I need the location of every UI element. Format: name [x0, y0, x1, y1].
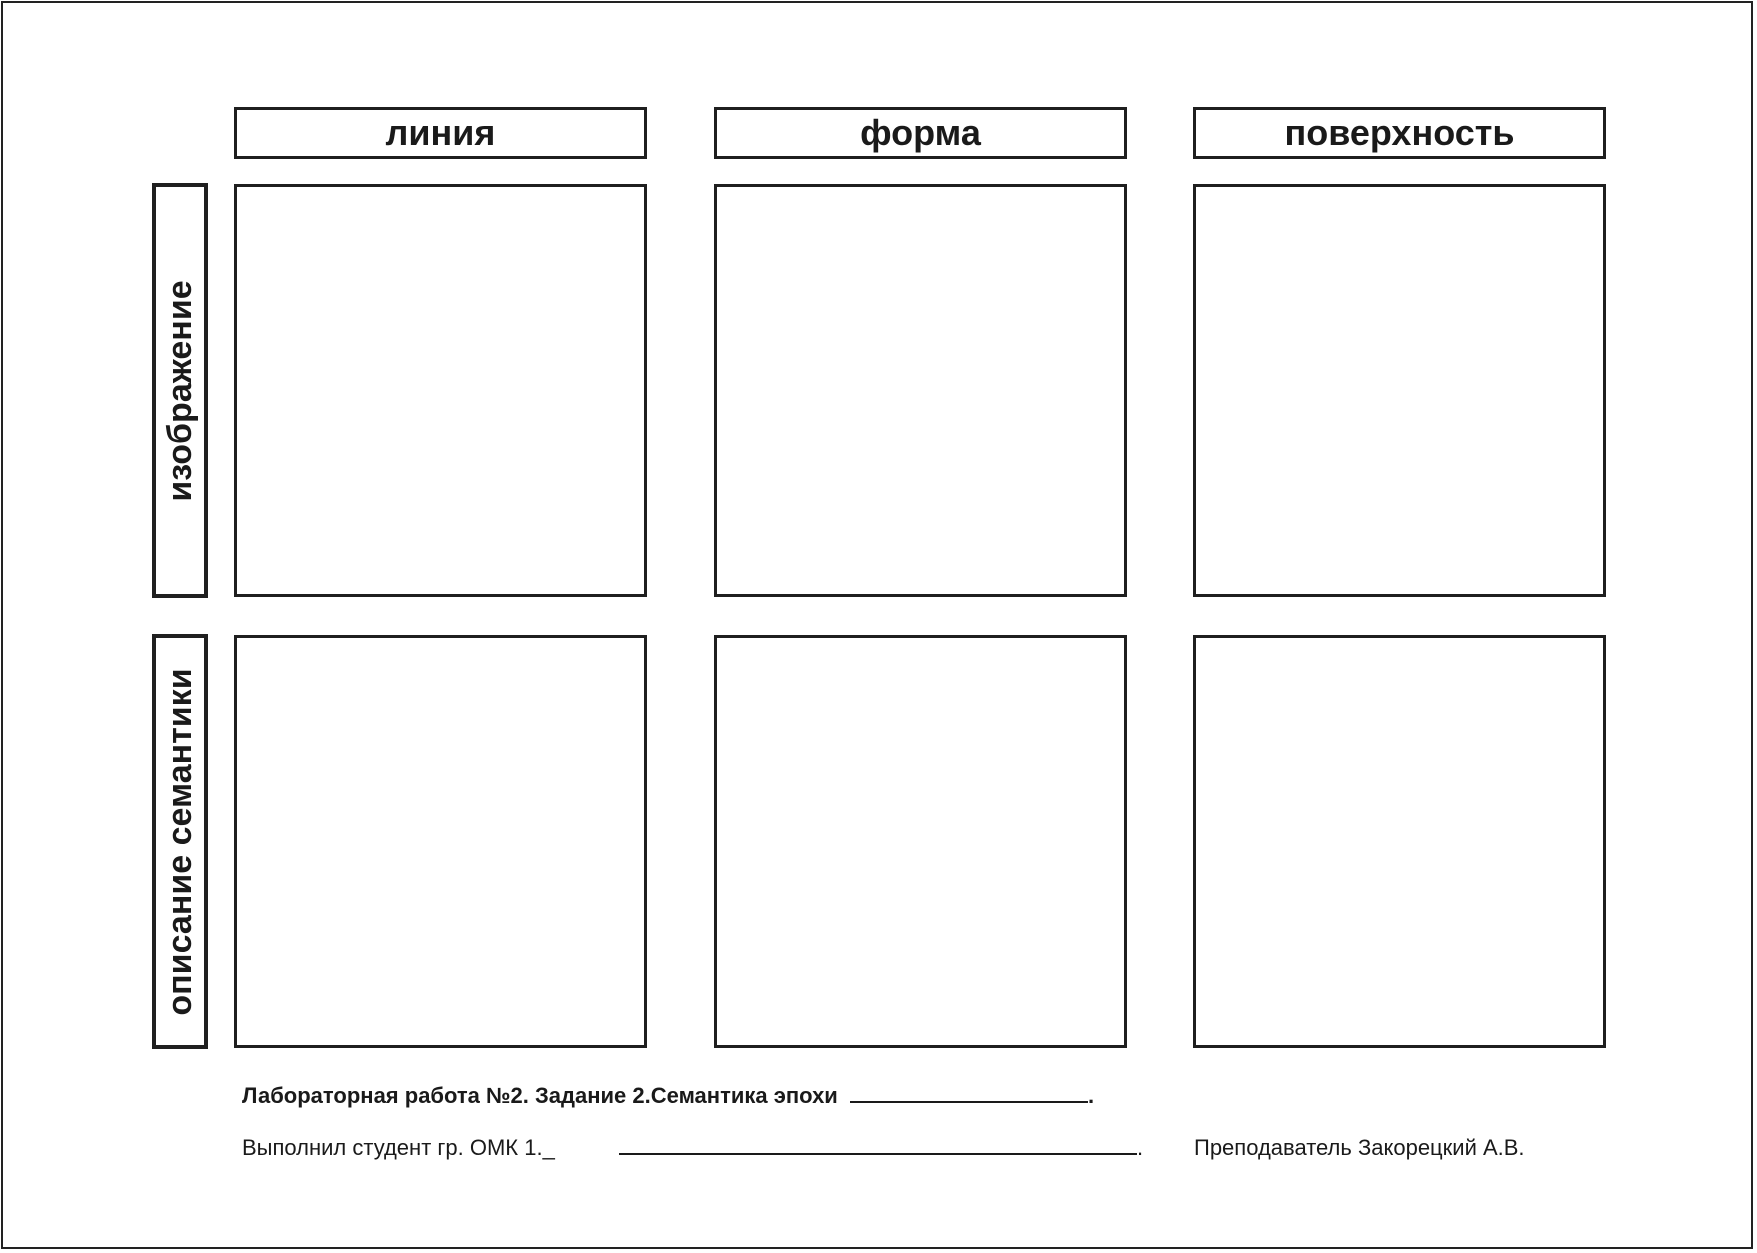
column-header-form [714, 107, 1127, 159]
column-header-surface [1193, 107, 1606, 159]
column-header-label: поверхность [1284, 112, 1515, 153]
cell-image-line[interactable] [234, 184, 647, 597]
student-label-text: Выполнил студент гр. ОМК 1._ [242, 1135, 555, 1160]
cell-semantics-surface[interactable] [1193, 635, 1606, 1048]
assignment-title-text: Лабораторная работа №2. Задание 2.Семантика эпохи [242, 1083, 838, 1108]
teacher-name-text: Преподаватель Закорецкий А.В. [1194, 1135, 1525, 1160]
cell-image-surface[interactable] [1193, 184, 1606, 597]
cell-semantics-form[interactable] [714, 635, 1127, 1048]
row-header-label: изображение [161, 279, 199, 502]
student-name-end: . [1137, 1135, 1144, 1160]
row-header-image [152, 183, 208, 598]
cell-semantics-line[interactable] [234, 635, 647, 1048]
student-name-field [619, 1135, 1143, 1161]
epoch-blank-line[interactable] [850, 1100, 1088, 1103]
cell-image-form[interactable] [714, 184, 1127, 597]
column-header-label: форма [860, 112, 981, 153]
teacher-name [1194, 1135, 1525, 1161]
student-label [242, 1135, 555, 1161]
student-name-blank-line[interactable] [619, 1152, 1137, 1155]
assignment-title-end: . [1087, 1083, 1095, 1108]
assignment-title [242, 1083, 1094, 1109]
row-header-semantics [152, 634, 208, 1049]
column-header-label: линия [385, 112, 496, 153]
column-header-line [234, 107, 647, 159]
row-header-label: описание семантики [161, 667, 199, 1016]
